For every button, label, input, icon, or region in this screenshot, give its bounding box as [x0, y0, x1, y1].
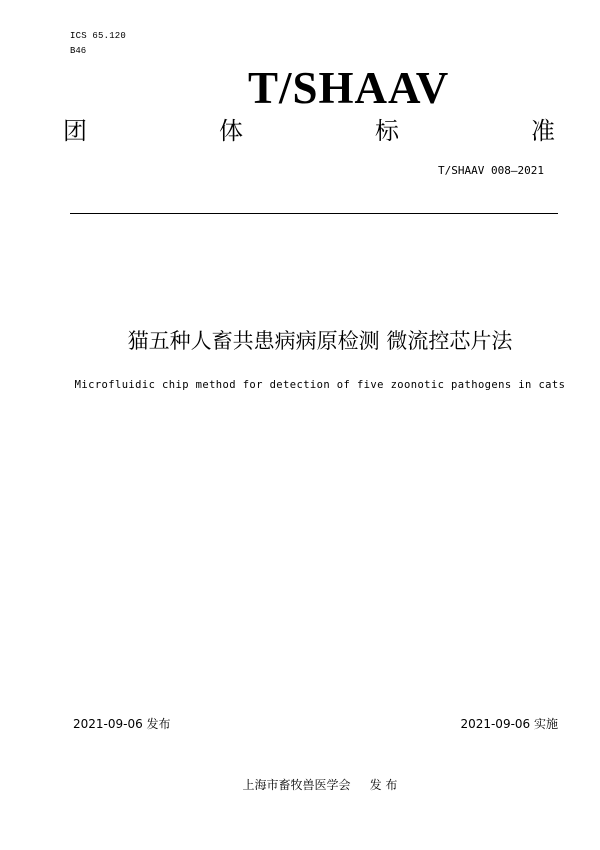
standard-type-char: 准	[531, 117, 555, 145]
header-divider	[70, 213, 558, 214]
standard-type-char: 体	[219, 117, 243, 145]
document-title-english: Microfluidic chip method for detection of five zoonotic pathogens in cats	[74, 379, 566, 391]
standard-number: T/SHAAV 008—2021	[438, 164, 544, 177]
standard-type-heading	[60, 116, 558, 146]
document-title-chinese: 猫五种人畜共患病病原检测 微流控芯片法	[127, 329, 513, 353]
publisher: 上海市畜牧兽医学会 发 布	[242, 778, 398, 792]
standard-type-char: 标	[375, 117, 399, 145]
ccs-code: B46	[70, 46, 87, 56]
issue-date: 2021-09-06 发布	[73, 717, 171, 731]
organization-code: T/SHAAV	[248, 63, 450, 113]
standard-type-char: 团	[63, 117, 87, 145]
implementation-date: 2021-09-06 实施	[460, 717, 558, 731]
ics-code: ICS 65.120	[70, 31, 127, 41]
